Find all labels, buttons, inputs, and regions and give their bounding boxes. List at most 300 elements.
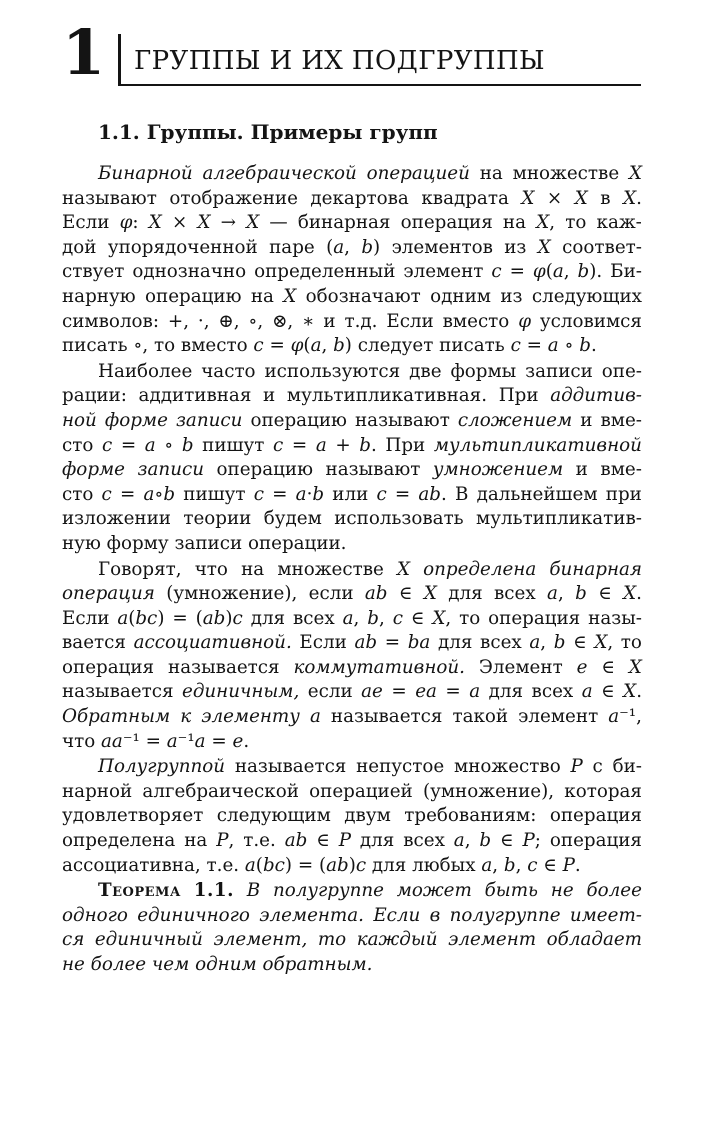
word: X, [432,607,452,629]
word: дальнейшем [476,483,598,505]
word: т.е. [243,830,276,852]
word: называется [168,656,280,678]
word: элемента. [259,904,364,926]
word: ∈ [573,632,587,654]
word: операцией [366,163,470,184]
word: ной [62,409,97,431]
word: a⁻¹, [608,706,642,728]
word: → [220,212,236,234]
text-line [62,334,642,359]
text-run: a [310,335,322,357]
chapter-number: 1 [62,16,106,89]
word: операцию [145,285,242,307]
text-line [62,607,642,632]
word: двум [344,805,391,827]
word: полугруппе [449,904,561,926]
word: для [250,607,286,629]
page-body [62,162,642,978]
text-line [62,730,642,755]
text-run: что [62,730,102,752]
text-line [62,928,642,953]
word: всех [293,607,335,629]
word: Бинарной [98,163,193,184]
word: коммутативной. [293,656,465,678]
text-run: . [590,335,597,357]
word: = [119,483,136,505]
word: = [391,681,407,703]
word: пишут [183,483,246,505]
chapter-horizontal-rule [118,84,641,86]
word: всех [531,681,574,703]
word: которая [564,780,642,802]
word: c [392,607,403,629]
word: называют [354,409,450,431]
word: квадрата [421,187,509,209]
word: соответ- [562,236,642,258]
word: всех [480,632,522,654]
word: c [253,483,264,505]
chapter-vertical-rule [118,34,121,86]
word: умножением [432,459,564,481]
word: c [491,261,502,283]
word: форме [104,409,168,431]
word: P; [522,830,541,852]
word: на [502,212,527,234]
text-line [62,458,642,483]
text-line [62,705,642,730]
word: операция [62,656,155,678]
text-line [62,953,642,978]
text-run: c [253,335,264,357]
word: элемент, [213,929,308,951]
word: сложением [457,409,573,431]
word: всех [493,583,536,605]
text-line [62,285,642,310]
word: множество [454,756,561,778]
text-run: = [520,335,548,357]
word: бинарная [549,558,642,580]
text-run: a [481,854,493,876]
word: a [309,706,321,728]
word: X. [623,187,642,209]
word: ∈ [410,607,425,629]
word: теории [183,508,252,530]
word: называется [330,706,443,728]
text-run: a [194,730,206,752]
word: ⊕, [218,310,240,332]
word: Элемент [478,656,563,678]
word: всех [403,830,445,852]
word: вается [62,632,126,654]
chapter-title: ГРУППЫ И ИХ ПОДГРУППЫ [134,46,546,76]
word: назы- [588,607,642,629]
word: то [565,212,587,234]
word: мультипликативной [433,434,642,456]
word: b [479,830,492,852]
word: операция [400,212,493,234]
word: требованиям: [404,805,537,827]
word: может [396,880,472,902]
text-line [62,680,642,705]
text-run: ассоциативна, т.е. [62,854,245,876]
chapter-header [62,16,642,89]
word: b. [359,434,377,456]
text-line [62,360,642,385]
text-run: ) = ( [284,854,327,876]
word: ab. [418,483,447,505]
word: b [553,632,566,654]
word: b [575,583,587,605]
word: a [315,434,327,456]
word: каж- [596,212,642,234]
word: для [437,632,473,654]
word: элементов [391,236,493,258]
word: вме- [600,459,642,481]
text-run: ( [303,335,311,357]
word: би- [612,756,642,778]
text-line [62,829,642,854]
word: используются [264,360,401,382]
word: операцию [250,409,347,431]
text-run: a [166,730,178,752]
word: операция [549,805,642,827]
word: ∈ [500,830,514,852]
word: т.д. [344,310,378,332]
text-run: c [527,854,538,876]
word: a [469,681,481,703]
word: условимся [539,310,642,332]
word: мультипликативная. [286,385,488,407]
word: рации: [62,385,127,407]
word: элемент [448,929,537,951]
text-line [62,854,642,879]
word: ∘ [164,434,174,456]
word: (умножение), [166,583,298,605]
word: ассоциативной. [133,632,292,654]
word: = [272,483,288,505]
word: X, [536,212,556,234]
word: или [332,483,369,505]
word: ∈ [601,656,615,678]
word: a [581,681,593,703]
word: множестве [512,163,620,184]
word: с [592,756,603,778]
text-run: ∘ [558,335,580,357]
word: Обратным [62,706,171,728]
word: обозначают [305,285,421,307]
word: при [605,483,642,505]
text-line [62,656,642,681]
word: X [574,187,588,209]
word: ствует [62,261,125,283]
word: в [600,187,611,209]
word: полугруппе [273,880,384,902]
word: ∈ [598,583,612,605]
text-line [62,582,642,607]
word: X [396,558,410,580]
word: ∈ [316,830,330,852]
word: записи [525,360,593,382]
word: X. [623,681,642,703]
word: называют [325,459,421,481]
word: ea [415,681,437,703]
word: (a, [326,236,350,258]
word: будем [263,508,322,530]
text-run: c [510,335,521,357]
text-line [62,780,642,805]
word: Если [386,310,434,332]
word: × [546,187,563,209]
word: X [148,212,162,234]
word: X [246,212,260,234]
word: форме [62,459,125,481]
text-run: b [333,335,345,357]
word: В [246,880,261,902]
word: непустое [356,756,445,778]
word: упорядоченной [107,236,258,258]
word: При [385,434,426,456]
word: Если [373,904,421,926]
word: следующим [216,805,331,827]
word: X [521,187,535,209]
word: если [308,583,354,605]
word: ab [364,583,388,605]
text-run: ( [255,854,263,876]
word: такой [452,706,509,728]
word: каждый [356,929,438,951]
word: алгебраической [202,163,357,184]
word: удовлетворяет [62,805,204,827]
word: из [504,236,527,258]
text-line [62,310,642,335]
word: X [423,583,437,605]
text-line [62,558,642,583]
word: если [307,681,353,703]
text-line [62,904,642,929]
word: X, [594,632,614,654]
text-run: . [243,730,250,752]
text-run: a [244,854,256,876]
word: часто [201,360,256,382]
word: X [197,212,211,234]
word: на [241,558,265,580]
word: не [550,880,574,902]
word: Полугруппой [98,756,226,778]
word: ab [284,830,308,852]
word: алгебраической [142,780,299,802]
text-run: e [232,730,244,752]
word: X [283,285,297,307]
word: Если [299,632,347,654]
text-run: = [263,335,291,357]
word: +, [167,310,190,332]
text-line [62,755,642,780]
word: ae [361,681,383,703]
word: записи [137,459,204,481]
word: единичного [137,904,250,926]
word: Наиболее [98,360,193,382]
word: операция [549,830,642,852]
text-run: ab [326,854,349,876]
text-run: a [547,335,559,357]
word: обладает [546,929,642,951]
word: аддитив- [550,385,642,407]
text-run: aa [101,730,123,752]
word: Би- [610,261,642,283]
word: 1.1. [193,880,234,902]
word: Теорема [98,880,181,902]
text-line [62,409,642,434]
word: определена [62,830,176,852]
word: a, [547,583,564,605]
text-run: ⁻¹ = [122,730,167,752]
word: = [120,434,137,456]
word: e [576,656,588,678]
word: = [509,261,525,283]
word: ⊗, [272,310,294,332]
word: элемент [518,706,599,728]
word: ∈ [398,583,413,605]
text-line [62,211,642,236]
word: дой [62,236,97,258]
text-run: для любых [366,854,482,876]
word: множестве [277,558,384,580]
word: для [359,830,395,852]
word: на [250,285,274,307]
word: что [194,558,228,580]
text-run: . [574,854,581,876]
word: быть [484,880,538,902]
word: аддитивная [138,385,252,407]
word: в [429,904,441,926]
word: формы [450,360,517,382]
word: на [479,163,503,184]
word: ba [407,632,431,654]
word: то [317,929,347,951]
word: φ(a, [532,261,570,283]
word: = [291,434,308,456]
word: и [323,310,336,332]
word: c [273,434,284,456]
word: операция [488,607,581,629]
word: b [181,434,194,456]
word: a·b [295,483,325,505]
word: b, [367,607,385,629]
text-run: φ [290,335,304,357]
word: имеет- [569,904,642,926]
section-title: 1.1. Группы. Примеры групп [98,120,438,144]
word: b) [361,236,381,258]
word: Если [62,607,110,629]
word: элементу [201,706,300,728]
word: = [445,681,461,703]
text-run: , [492,854,504,876]
text-line [62,384,642,409]
text-line [62,507,642,532]
word: пишут [202,434,265,456]
word: изложении [62,508,171,530]
word: бинарная [297,212,391,234]
word: × [171,212,188,234]
word: a, [342,607,360,629]
word: называют [62,187,157,209]
text-line [62,187,642,212]
word: и [580,409,593,431]
word: то [459,607,481,629]
word: сто [62,483,94,505]
text-run: , [321,335,334,357]
word: сто [62,434,94,456]
text-run: ) следует писать [344,335,511,357]
text-run: ⁻¹ [177,730,195,752]
word: мультипликатив- [476,508,642,530]
word: — [269,212,288,234]
word: = [384,632,401,654]
word: b). [577,261,603,283]
word: При [498,385,539,407]
word: определенный [254,261,396,283]
word: вме- [600,409,642,431]
word: элемент [403,261,484,283]
word: операцию [216,459,313,481]
word: ∗ [302,310,315,332]
word: a [144,434,156,456]
text-run: не более чем одним обратным. [62,954,373,975]
word: одного [62,904,128,926]
word: декартова [310,187,409,209]
word: одним [430,285,491,307]
text-run: ∈ [537,854,563,876]
word: a∘b [143,483,176,505]
word: для [448,583,483,605]
word: φ [518,310,531,332]
text-run: = [205,730,233,752]
text-run: c [355,854,367,876]
word: для [488,681,524,703]
text-line [62,483,642,508]
text-run: , [515,854,528,876]
word: P, [216,830,235,852]
word: паре [269,236,315,258]
text-line [62,236,642,261]
text-run: b [503,854,516,876]
word: = [394,483,411,505]
word: нарной [62,780,133,802]
word: то [620,632,642,654]
word: P [338,830,351,852]
word: a, [453,830,471,852]
word: В [455,483,469,505]
text-line [62,260,642,285]
word: и [263,385,276,407]
word: операция [62,583,155,605]
word: ab [354,632,378,654]
word: ∘, [248,310,264,332]
word: X [537,236,551,258]
word: называется [62,681,174,703]
text-run: писать ∘, то вместо [62,335,254,357]
text-line [62,804,642,829]
word: X. [623,583,642,605]
text-run: ) [348,854,356,876]
word: на [184,830,208,852]
word: единичным, [182,681,300,703]
word: вместо [442,310,510,332]
word: использовать [334,508,464,530]
word: c [101,434,113,456]
word: Говорят, [98,558,182,580]
word: записи [175,409,243,431]
